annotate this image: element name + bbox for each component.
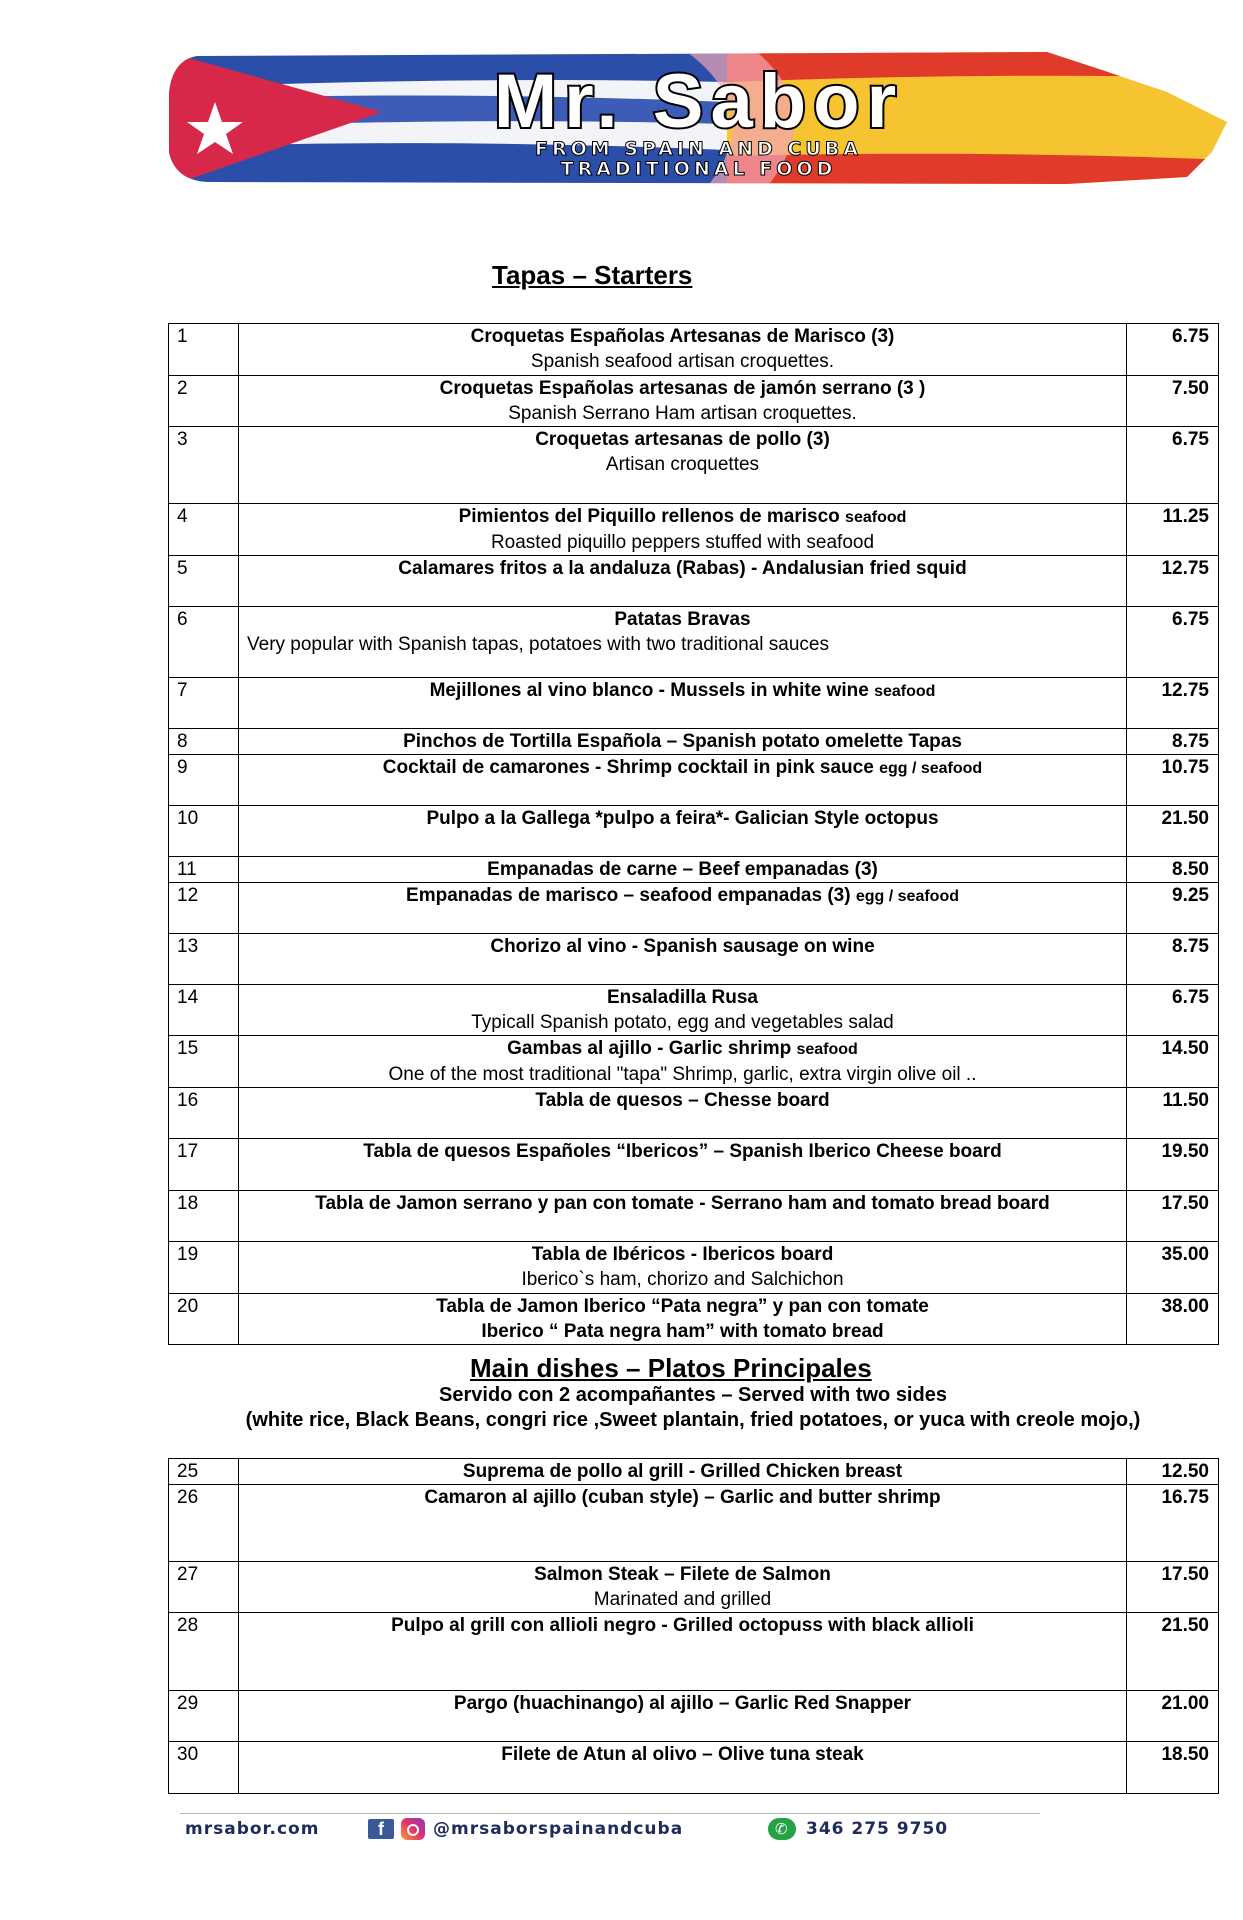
instagram-icon[interactable]: [401, 1818, 425, 1840]
item-number: 28: [169, 1613, 239, 1691]
item-name: Chorizo al vino - Spanish sausage on wine: [490, 936, 875, 957]
item-description: [239, 1242, 1127, 1294]
item-price: 12.50: [1127, 1459, 1219, 1485]
table-row: [169, 1613, 1219, 1691]
item-name: Pulpo a la Gallega *pulpo a feira*- Galician Style octopus: [426, 808, 939, 829]
item-number: 12: [169, 883, 239, 934]
item-description: [239, 985, 1127, 1036]
table-row: [169, 806, 1219, 857]
allergen-tag: egg / seafood: [855, 888, 959, 905]
brand-subtitle-line2: TRADITIONAL FOOD: [560, 158, 837, 180]
item-price: 10.75: [1127, 755, 1219, 806]
item-name: Patatas Bravas: [614, 609, 751, 630]
table-row: [169, 883, 1219, 934]
item-name: Filete de Atun al olivo – Olive tuna steak: [501, 1744, 864, 1765]
brand-title: Mr. Sabor: [493, 59, 904, 144]
item-subtitle: Spanish seafood artisan croquettes.: [530, 351, 835, 372]
item-name: Pimientos del Piquillo rellenos de marisco: [458, 506, 846, 527]
item-price: 8.50: [1127, 857, 1219, 883]
item-subtitle: Iberico`s ham, chorizo and Salchichon: [521, 1269, 844, 1290]
brand-banner: [167, 52, 1230, 187]
table-row: [169, 1294, 1219, 1345]
item-subtitle: Typicall Spanish potato, egg and vegetables salad: [471, 1012, 894, 1033]
item-name: Camaron al ajillo (cuban style) – Garlic and butter shrimp: [424, 1487, 941, 1508]
brand-subtitle-line1: FROM SPAIN AND CUBA: [535, 138, 862, 160]
item-number: 3: [169, 427, 239, 504]
item-name: Suprema de pollo al grill - Grilled Chicken breast: [462, 1461, 903, 1482]
item-number: 1: [169, 324, 239, 376]
item-number: 17: [169, 1139, 239, 1191]
item-description: [239, 806, 1127, 857]
item-price: 18.50: [1127, 1742, 1219, 1794]
item-price: 11.50: [1127, 1088, 1219, 1139]
item-description: [239, 504, 1127, 556]
item-name: Cocktail de camarones - Shrimp cocktail in pink sauce: [382, 757, 880, 778]
item-price: 14.50: [1127, 1036, 1219, 1088]
item-description: [239, 556, 1127, 607]
item-description: [239, 607, 1127, 678]
item-description: [239, 1459, 1127, 1485]
item-description: [239, 1088, 1127, 1139]
item-number: 14: [169, 985, 239, 1036]
item-name: Tabla de quesos Españoles “Ibericos” – Spanish Iberico Cheese board: [363, 1141, 1002, 1162]
item-number: 18: [169, 1191, 239, 1242]
item-number: 11: [169, 857, 239, 883]
main-dishes-section-title: Main dishes – Platos Principales: [470, 1353, 872, 1383]
item-number: 19: [169, 1242, 239, 1294]
item-price: 21.50: [1127, 806, 1219, 857]
item-price: 21.50: [1127, 1613, 1219, 1691]
item-number: 5: [169, 556, 239, 607]
item-name-english: Iberico “ Pata negra ham” with tomato bread: [481, 1321, 884, 1342]
item-price: 6.75: [1127, 427, 1219, 504]
item-description: [239, 376, 1127, 427]
item-number: 26: [169, 1485, 239, 1562]
item-price: 6.75: [1127, 607, 1219, 678]
table-row: [169, 504, 1219, 556]
item-name: Empanadas de carne – Beef empanadas (3): [487, 859, 878, 880]
table-row: [169, 1036, 1219, 1088]
facebook-icon[interactable]: f: [368, 1819, 394, 1839]
table-row: [169, 376, 1219, 427]
item-description: [239, 678, 1127, 729]
item-description: [239, 729, 1127, 755]
item-price: 12.75: [1127, 556, 1219, 607]
table-row: [169, 729, 1219, 755]
item-number: 4: [169, 504, 239, 556]
item-description: [239, 1036, 1127, 1088]
item-description: [239, 1691, 1127, 1742]
item-price: 19.50: [1127, 1139, 1219, 1191]
item-description: [239, 1191, 1127, 1242]
item-number: 16: [169, 1088, 239, 1139]
item-price: 6.75: [1127, 324, 1219, 376]
table-row: [169, 1191, 1219, 1242]
table-row: [169, 1485, 1219, 1562]
table-row: [169, 1242, 1219, 1294]
item-name: Tabla de Jamon serrano y pan con tomate - Serrano ham and tomato bread board: [315, 1193, 1050, 1214]
table-row: [169, 1088, 1219, 1139]
item-name: Tabla de Jamon Iberico “Pata negra” y pan con tomate: [436, 1296, 929, 1317]
table-row: [169, 678, 1219, 729]
footer: [180, 1813, 1180, 1845]
item-price: 9.25: [1127, 883, 1219, 934]
table-row: [169, 1691, 1219, 1742]
item-description: [239, 1613, 1127, 1691]
allergen-tag: seafood: [874, 683, 936, 700]
allergen-tag: egg / seafood: [879, 760, 983, 777]
table-row: [169, 324, 1219, 376]
table-row: [169, 607, 1219, 678]
item-number: 29: [169, 1691, 239, 1742]
item-number: 2: [169, 376, 239, 427]
table-row: [169, 427, 1219, 504]
footer-divider: [180, 1813, 1040, 1814]
table-row: [169, 556, 1219, 607]
table-row: [169, 1139, 1219, 1191]
item-description: [239, 1562, 1127, 1613]
item-number: 10: [169, 806, 239, 857]
instagram-lens: [407, 1824, 419, 1836]
item-subtitle: Very popular with Spanish tapas, potatoes with two traditional sauces: [247, 634, 829, 655]
table-row: [169, 985, 1219, 1036]
item-name: Pulpo al grill con allioli negro - Grilled octopuss with black allioli: [391, 1615, 974, 1636]
item-subtitle: Spanish Serrano Ham artisan croquettes.: [508, 403, 857, 424]
item-name: Tabla de Ibéricos - Ibericos board: [531, 1244, 834, 1265]
item-description: [239, 1294, 1127, 1345]
table-row: [169, 755, 1219, 806]
item-name: Ensaladilla Rusa: [606, 987, 758, 1008]
website-link[interactable]: mrsabor.com: [185, 1819, 320, 1839]
sides-options: (white rice, Black Beans, congri rice ,Sweet plantain, fried potatoes, or yuca with creole mojo,): [245, 1409, 1141, 1431]
item-description: [239, 857, 1127, 883]
item-name: Croquetas artesanas de pollo (3): [535, 429, 830, 450]
item-name: Empanadas de marisco – seafood empanadas (3): [406, 885, 856, 906]
item-number: 8: [169, 729, 239, 755]
table-row: [169, 1562, 1219, 1613]
table-row: [169, 857, 1219, 883]
item-price: 16.75: [1127, 1485, 1219, 1562]
item-price: 6.75: [1127, 985, 1219, 1036]
item-number: 7: [169, 678, 239, 729]
item-price: 12.75: [1127, 678, 1219, 729]
item-price: 17.50: [1127, 1562, 1219, 1613]
item-name: Tabla de quesos – Chesse board: [535, 1090, 830, 1111]
whatsapp-icon[interactable]: [768, 1818, 796, 1840]
item-price: 17.50: [1127, 1191, 1219, 1242]
item-number: 20: [169, 1294, 239, 1345]
sides-note: Servido con 2 acompañantes – Served with two sides: [439, 1384, 947, 1406]
table-row: [169, 1742, 1219, 1794]
item-subtitle: Marinated and grilled: [593, 1589, 772, 1610]
item-number: 6: [169, 607, 239, 678]
tapas-table: [168, 323, 1219, 1345]
item-name: Calamares fritos a la andaluza (Rabas) - Andalusian fried squid: [398, 558, 967, 579]
item-number: 27: [169, 1562, 239, 1613]
item-price: 21.00: [1127, 1691, 1219, 1742]
item-price: 7.50: [1127, 376, 1219, 427]
item-name: Pargo (huachinango) al ajillo – Garlic Red Snapper: [453, 1693, 912, 1714]
item-description: [239, 755, 1127, 806]
item-name: Mejillones al vino blanco - Mussels in white wine: [429, 680, 875, 701]
item-price: 35.00: [1127, 1242, 1219, 1294]
item-number: 25: [169, 1459, 239, 1485]
item-name: Croquetas Españolas Artesanas de Marisco (3): [470, 326, 895, 347]
item-name: Gambas al ajillo - Garlic shrimp: [507, 1038, 797, 1059]
item-description: [239, 427, 1127, 504]
main-dishes-table: [168, 1458, 1219, 1794]
item-price: 8.75: [1127, 934, 1219, 985]
item-description: [239, 1485, 1127, 1562]
item-number: 9: [169, 755, 239, 806]
item-price: 38.00: [1127, 1294, 1219, 1345]
item-description: [239, 324, 1127, 376]
item-name: Salmon Steak – Filete de Salmon: [534, 1564, 831, 1585]
item-price: 11.25: [1127, 504, 1219, 556]
phone-glyph: ✆: [775, 1821, 788, 1838]
item-subtitle: Artisan croquettes: [605, 454, 760, 475]
item-description: [239, 934, 1127, 985]
table-row: [169, 934, 1219, 985]
social-handle[interactable]: @mrsaborspainandcuba: [433, 1819, 684, 1839]
allergen-tag: seafood: [845, 509, 907, 526]
item-number: 15: [169, 1036, 239, 1088]
item-price: 8.75: [1127, 729, 1219, 755]
item-subtitle: Roasted piquillo peppers stuffed with seafood: [490, 532, 875, 553]
allergen-tag: seafood: [796, 1041, 858, 1058]
tapas-section-title: Tapas – Starters: [492, 260, 693, 290]
item-description: [239, 1139, 1127, 1191]
phone-number[interactable]: 346 275 9750: [806, 1819, 949, 1839]
table-row: [169, 1459, 1219, 1485]
item-number: 30: [169, 1742, 239, 1794]
item-number: 13: [169, 934, 239, 985]
item-description: [239, 883, 1127, 934]
item-description: [239, 1742, 1127, 1794]
item-subtitle: One of the most traditional "tapa" Shrimp, garlic, extra virgin olive oil ..: [388, 1064, 977, 1085]
item-name: Croquetas Españolas artesanas de jamón serrano (3 ): [439, 378, 926, 399]
item-name: Pinchos de Tortilla Española – Spanish potato omelette Tapas: [403, 731, 962, 752]
